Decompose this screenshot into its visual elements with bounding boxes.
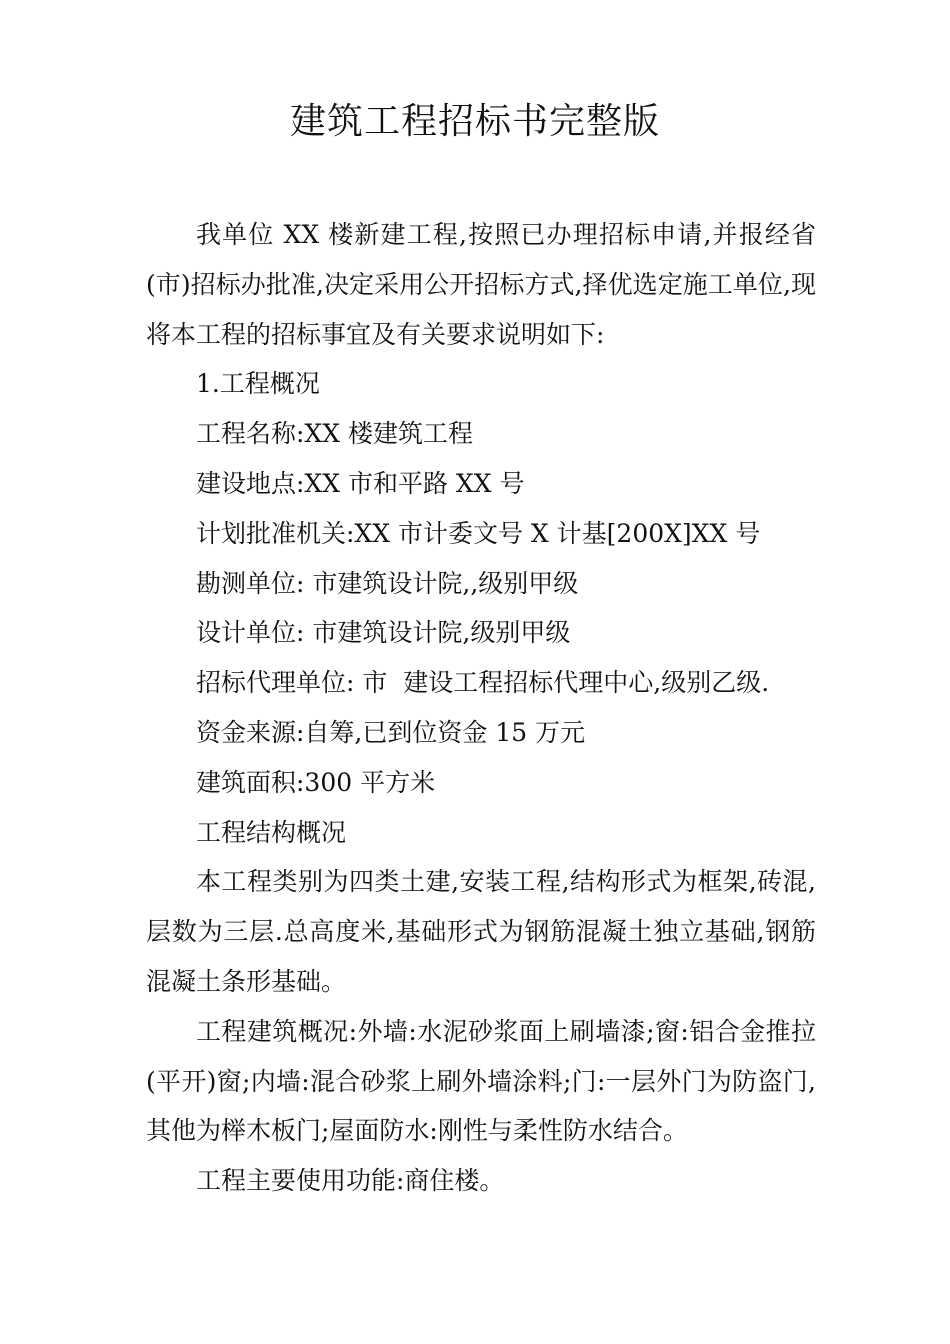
paragraph-intro: 我单位 XX 楼新建工程,按照已办理招标申请,并报经省(市)招标办批准,决定采用公开招标方式,择优选定施工单位,现将本工程的招标事宜及有关要求说明如下:	[146, 220, 816, 349]
paragraph-funding-source: 资金来源:自筹,已到位资金 15 万元	[196, 717, 586, 747]
paragraph-main-function: 工程主要使用功能:商住楼。	[196, 1166, 505, 1196]
document-title: 建筑工程招标书完整版	[289, 101, 660, 142]
document-body	[146, 210, 816, 1206]
paragraph-section-heading: 1.工程概况	[196, 369, 320, 399]
paragraph-structure-details: 本工程类别为四类土建,安装工程,结构形式为框架,砖混,层数为三层.总高度米,基础形式为钢筋混凝土独立基础,钢筋混凝土条形基础。	[146, 867, 816, 996]
paragraph-approval-authority: 计划批准机关:XX 市计委文号 X 计基[200X]XX 号	[196, 518, 761, 548]
paragraph-project-name: 工程名称:XX 楼建筑工程	[196, 419, 473, 449]
paragraph-design-unit: 设计单位: 市建筑设计院,级别甲级	[196, 618, 571, 648]
paragraph-architecture-details: 工程建筑概况:外墙:水泥砂浆面上刷墙漆;窗:铝合金推拉(平开)窗;内墙:混合砂浆上刷外墙涂料;门:一层外门为防盗门,其他为榉木板门;屋面防水:刚性与柔性防水结合。	[146, 1016, 816, 1146]
paragraph-structure-heading: 工程结构概况	[196, 817, 347, 847]
paragraph-construction-site: 建设地点:XX 市和平路 XX 号	[196, 468, 525, 498]
paragraph-survey-unit: 勘测单位: 市建筑设计院,,级别甲级	[196, 568, 579, 598]
paragraph-agency-unit: 招标代理单位: 市 建设工程招标代理中心,级别乙级.	[196, 668, 770, 698]
paragraph-building-area: 建筑面积:300 平方米	[196, 767, 436, 797]
